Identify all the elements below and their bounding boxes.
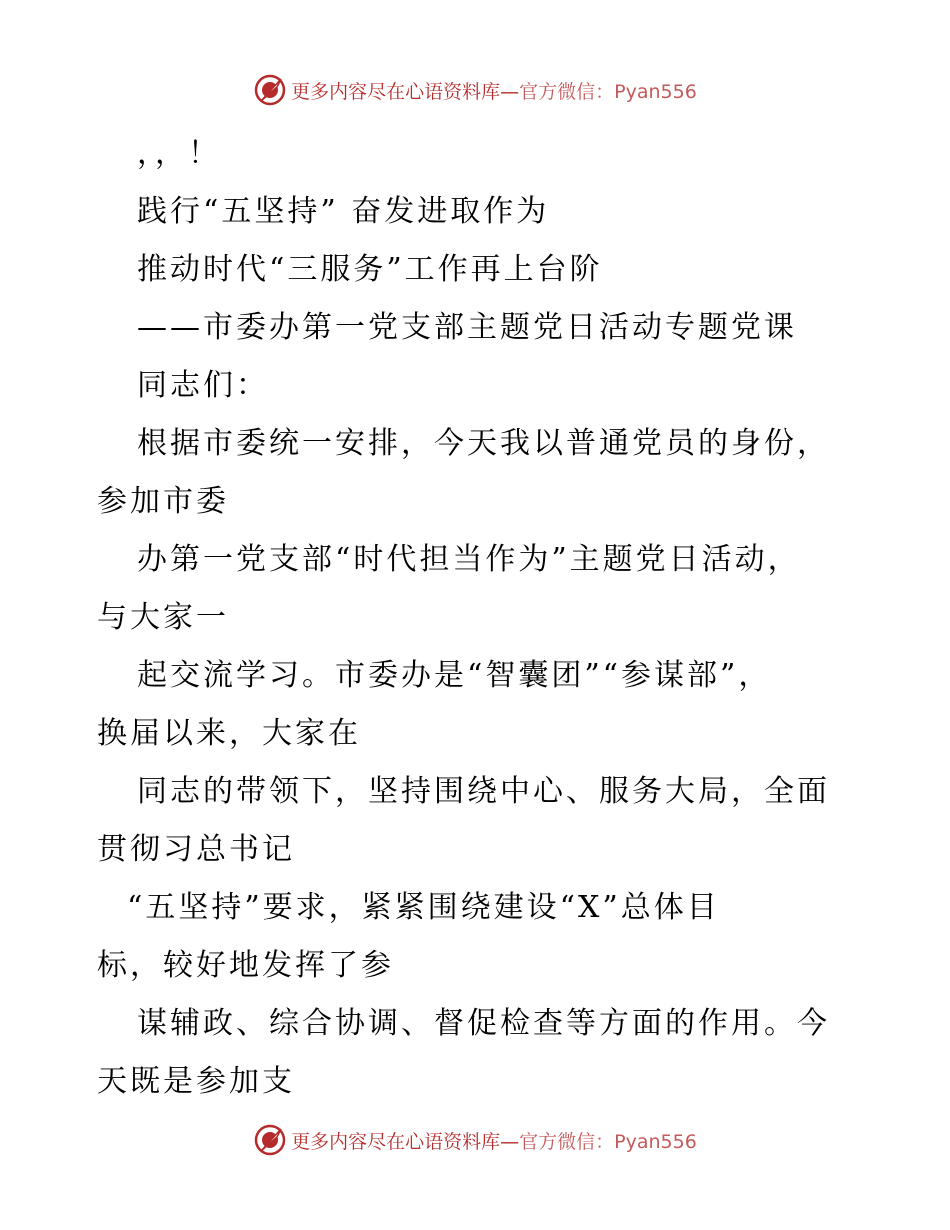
body-line: ，，！: [137, 136, 221, 171]
footer-separator: —: [500, 1130, 520, 1153]
header-wechat-text: 官方微信：Pyan556: [519, 80, 697, 103]
body-line: 办第一党支部“时代担当作为”主题党日活动，: [137, 542, 801, 577]
body-line: 天既是参加支: [97, 1064, 295, 1099]
body-line: 践行“五坚持” 奋发进取作为: [137, 194, 550, 229]
body-line: 同志们：: [137, 368, 269, 403]
quill-logo-icon: [253, 73, 287, 107]
body-line: 起交流学习。市委办是“智囊团”“参谋部”，: [137, 658, 772, 693]
body-line: 贯彻习总书记: [97, 832, 295, 867]
quill-logo-icon: [253, 1123, 287, 1157]
body-line: 同志的带领下，坚持围绕中心、服务大局，全面: [137, 774, 830, 809]
footer-wechat-text: 官方微信：Pyan556: [519, 1130, 697, 1153]
body-line: 与大家一: [97, 600, 229, 635]
body-line: 推动时代“三服务”工作再上台阶: [137, 252, 603, 287]
header-site-text: 更多内容尽在心语资料库: [291, 80, 501, 103]
body-line: 根据市委统一安排，今天我以普通党员的身份，: [137, 426, 830, 461]
body-line: ——市委办第一党支部主题党日活动专题党课: [137, 310, 797, 345]
body-line: 标，较好地发挥了参: [97, 948, 394, 983]
document-body: [97, 125, 877, 1111]
footer-banner: [0, 1120, 950, 1160]
header-separator: —: [500, 80, 520, 103]
header-banner: [0, 70, 950, 110]
body-line: 参加市委: [97, 484, 229, 519]
footer-site-text: 更多内容尽在心语资料库: [291, 1130, 501, 1153]
body-line: 谋辅政、综合协调、督促检查等方面的作用。今: [137, 1006, 830, 1041]
body-line: 换届以来，大家在: [97, 716, 361, 751]
body-line: “五坚持”要求，紧紧围绕建设“X”总体目: [127, 890, 720, 925]
